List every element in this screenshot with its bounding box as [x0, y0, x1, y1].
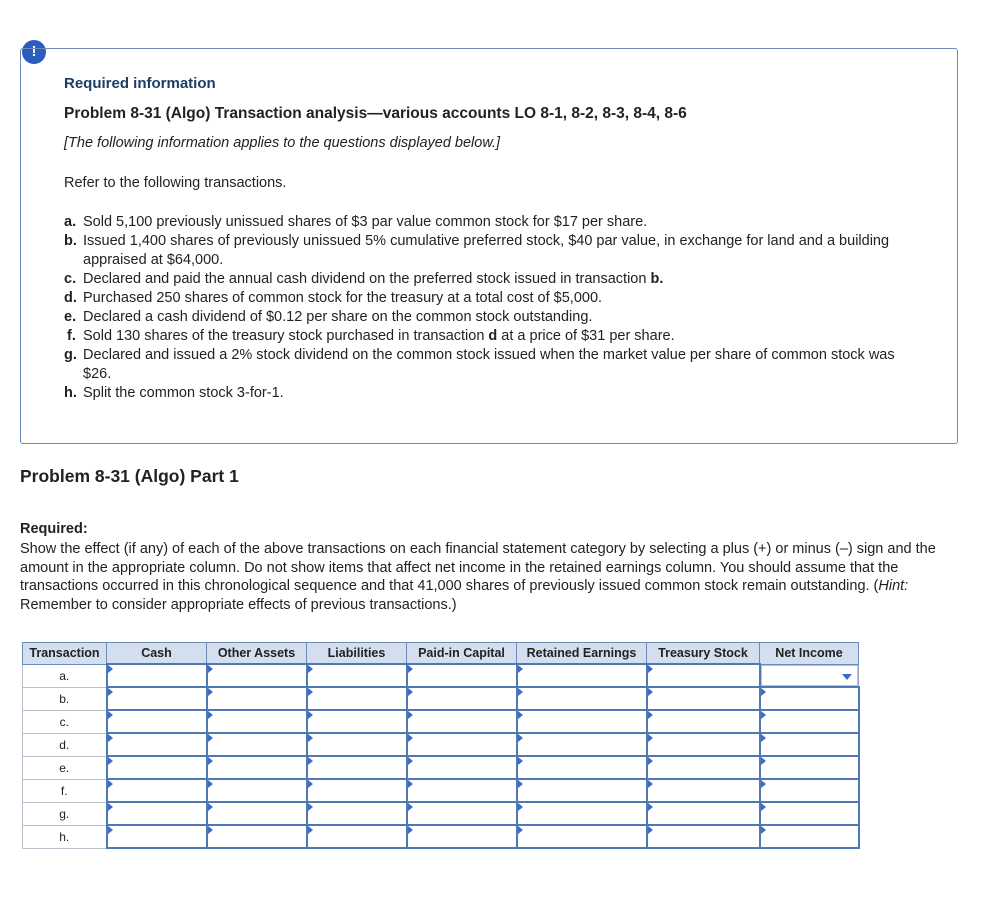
net-income-select[interactable] — [760, 664, 859, 687]
net-income-input[interactable] — [760, 779, 859, 802]
transaction-item-e: e. Declared a cash dividend of $0.12 per share on the common stock outstanding. — [64, 309, 593, 325]
retained-earnings-input[interactable] — [517, 664, 647, 687]
transaction-item-b: b. Issued 1,400 shares of previously unissued 5% cumulative preferred stock, $40 par value, in exchange for land and a building appraised at $64,000. — [64, 233, 890, 268]
liabilities-input[interactable] — [307, 733, 407, 756]
liabilities-input[interactable] — [307, 664, 407, 687]
cash-input[interactable] — [107, 687, 207, 710]
input-marker-icon — [761, 757, 766, 765]
other-assets-input[interactable] — [207, 756, 307, 779]
problem-title: Problem 8-31 (Algo) Transaction analysis—various accounts LO 8-1, 8-2, 8-3, 8-4, 8-6 — [64, 105, 687, 122]
input-marker-icon — [108, 826, 113, 834]
input-marker-icon — [308, 780, 313, 788]
net-income-input[interactable] — [760, 733, 859, 756]
input-marker-icon — [208, 780, 213, 788]
cash-input[interactable] — [107, 825, 207, 848]
transaction-item-d: d. Purchased 250 shares of common stock for the treasury at a total cost of $5,000. — [64, 290, 603, 306]
treasury-stock-input[interactable] — [647, 802, 760, 825]
table-row — [23, 802, 859, 825]
net-income-input[interactable] — [760, 802, 859, 825]
row-label: f. — [23, 779, 107, 802]
input-marker-icon — [408, 757, 413, 765]
other-assets-input[interactable] — [207, 802, 307, 825]
input-marker-icon — [408, 665, 413, 673]
required-instructions: Show the effect (if any) of each of the above transactions on each financial statement category by selecting a plus (+) or minus (–) sign and the amount in the appropriate column. Do not show items that affect net income in the retained earnings column. You should assume that the transactions occurred in this chronological sequence and that 41,000 shares of previously issued common stock remain outstanding. (Hint: Remember to consider appropriate effects of previous transactions.) — [20, 541, 936, 613]
input-marker-icon — [108, 688, 113, 696]
hint-label: Hint: — [878, 578, 909, 594]
transaction-item-c: c. Declared and paid the annual cash dividend on the preferred stock issued in transaction b. — [64, 271, 664, 287]
table-row — [23, 825, 859, 848]
table-row — [23, 733, 859, 756]
net-income-dropdown[interactable] — [761, 665, 859, 687]
retained-earnings-input[interactable] — [517, 733, 647, 756]
chevron-down-icon[interactable] — [842, 674, 852, 680]
input-marker-icon — [108, 803, 113, 811]
cash-input[interactable] — [107, 756, 207, 779]
input-marker-icon — [648, 688, 653, 696]
alert-icon: ! — [22, 40, 46, 64]
paid-in-capital-input[interactable] — [407, 756, 517, 779]
required-label: Required: — [20, 521, 88, 537]
refer-text: Refer to the following transactions. — [64, 175, 287, 191]
input-marker-icon — [518, 688, 523, 696]
transaction-item-h: h. Split the common stock 3-for-1. — [64, 385, 284, 401]
treasury-stock-input[interactable] — [647, 779, 760, 802]
input-marker-icon — [308, 826, 313, 834]
other-assets-input[interactable] — [207, 687, 307, 710]
paid-in-capital-input[interactable] — [407, 779, 517, 802]
liabilities-input[interactable] — [307, 710, 407, 733]
input-marker-icon — [518, 711, 523, 719]
transaction-list — [64, 213, 924, 403]
treasury-stock-input[interactable] — [647, 710, 760, 733]
treasury-stock-input[interactable] — [647, 733, 760, 756]
header-net-income: Net Income — [760, 643, 859, 665]
input-marker-icon — [518, 734, 523, 742]
input-marker-icon — [308, 711, 313, 719]
input-marker-icon — [208, 734, 213, 742]
input-marker-icon — [408, 734, 413, 742]
input-marker-icon — [208, 826, 213, 834]
retained-earnings-input[interactable] — [517, 687, 647, 710]
header-retained-earnings: Retained Earnings — [517, 643, 647, 665]
retained-earnings-input[interactable] — [517, 710, 647, 733]
input-marker-icon — [648, 711, 653, 719]
retained-earnings-input[interactable] — [517, 756, 647, 779]
applies-note: [The following information applies to the questions displayed below.] — [64, 135, 501, 151]
input-marker-icon — [761, 803, 766, 811]
input-marker-icon — [761, 734, 766, 742]
row-label: a. — [23, 664, 107, 687]
treasury-stock-input[interactable] — [647, 756, 760, 779]
net-income-input[interactable] — [760, 756, 859, 779]
input-marker-icon — [648, 757, 653, 765]
input-marker-icon — [518, 826, 523, 834]
transaction-item-a: a. Sold 5,100 previously unissued shares of $3 par value common stock for $17 per share. — [64, 214, 648, 230]
input-marker-icon — [408, 803, 413, 811]
part-title: Problem 8-31 (Algo) Part 1 — [20, 466, 239, 486]
input-marker-icon — [208, 757, 213, 765]
input-marker-icon — [208, 688, 213, 696]
net-income-input[interactable] — [760, 687, 859, 710]
transaction-item-f: f. Sold 130 shares of the treasury stock purchased in transaction d at a price of $31 per share. — [67, 328, 675, 344]
input-marker-icon — [308, 665, 313, 673]
treasury-stock-input[interactable] — [647, 825, 760, 848]
input-marker-icon — [208, 711, 213, 719]
table-row — [23, 779, 859, 802]
input-marker-icon — [408, 826, 413, 834]
transaction-item-g: g. Declared and issued a 2% stock dividend on the common stock issued when the market value per share of common stock was $26. — [64, 347, 895, 382]
row-label: e. — [23, 756, 107, 779]
input-marker-icon — [648, 734, 653, 742]
input-marker-icon — [648, 826, 653, 834]
retained-earnings-input[interactable] — [517, 779, 647, 802]
input-marker-icon — [648, 803, 653, 811]
row-label: b. — [23, 687, 107, 710]
paid-in-capital-input[interactable] — [407, 687, 517, 710]
row-label: d. — [23, 733, 107, 756]
paid-in-capital-input[interactable] — [407, 733, 517, 756]
liabilities-input[interactable] — [307, 687, 407, 710]
header-paid-in-capital: Paid-in Capital — [407, 643, 517, 665]
input-marker-icon — [108, 665, 113, 673]
table-row — [23, 664, 859, 687]
input-marker-icon — [308, 688, 313, 696]
liabilities-input[interactable] — [307, 825, 407, 848]
required-information-heading: Required information — [64, 75, 216, 92]
required-information-box — [20, 48, 958, 444]
input-marker-icon — [408, 780, 413, 788]
input-marker-icon — [308, 734, 313, 742]
header-liabilities: Liabilities — [307, 643, 407, 665]
cash-input[interactable] — [107, 733, 207, 756]
input-marker-icon — [761, 826, 766, 834]
liabilities-input[interactable] — [307, 802, 407, 825]
input-marker-icon — [648, 665, 653, 673]
table-row — [23, 687, 859, 710]
other-assets-input[interactable] — [207, 664, 307, 687]
other-assets-input[interactable] — [207, 779, 307, 802]
paid-in-capital-input[interactable] — [407, 802, 517, 825]
input-marker-icon — [208, 665, 213, 673]
header-cash: Cash — [107, 643, 207, 665]
other-assets-input[interactable] — [207, 733, 307, 756]
input-marker-icon — [518, 757, 523, 765]
table-row — [23, 756, 859, 779]
paid-in-capital-input[interactable] — [407, 710, 517, 733]
input-marker-icon — [108, 780, 113, 788]
liabilities-input[interactable] — [307, 756, 407, 779]
header-transaction: Transaction — [23, 643, 107, 665]
header-other-assets: Other Assets — [207, 643, 307, 665]
treasury-stock-input[interactable] — [647, 664, 760, 687]
retained-earnings-input[interactable] — [517, 825, 647, 848]
paid-in-capital-input[interactable] — [407, 664, 517, 687]
other-assets-input[interactable] — [207, 710, 307, 733]
input-marker-icon — [108, 757, 113, 765]
cash-input[interactable] — [107, 802, 207, 825]
input-marker-icon — [518, 780, 523, 788]
other-assets-input[interactable] — [207, 825, 307, 848]
input-marker-icon — [108, 734, 113, 742]
net-income-input[interactable] — [760, 710, 859, 733]
input-marker-icon — [518, 665, 523, 673]
input-marker-icon — [408, 711, 413, 719]
input-marker-icon — [761, 711, 766, 719]
row-label: c. — [23, 710, 107, 733]
row-label: g. — [23, 802, 107, 825]
transaction-analysis-table — [22, 642, 860, 849]
input-marker-icon — [308, 757, 313, 765]
paid-in-capital-input[interactable] — [407, 825, 517, 848]
net-income-input[interactable] — [760, 825, 859, 848]
cash-input[interactable] — [107, 779, 207, 802]
input-marker-icon — [648, 780, 653, 788]
input-marker-icon — [308, 803, 313, 811]
input-marker-icon — [761, 688, 766, 696]
row-label: h. — [23, 825, 107, 848]
cash-input[interactable] — [107, 710, 207, 733]
retained-earnings-input[interactable] — [517, 802, 647, 825]
table-header-row — [23, 643, 859, 665]
header-treasury-stock: Treasury Stock — [647, 643, 760, 665]
input-marker-icon — [761, 780, 766, 788]
input-marker-icon — [108, 711, 113, 719]
input-marker-icon — [408, 688, 413, 696]
table-row — [23, 710, 859, 733]
input-marker-icon — [208, 803, 213, 811]
cash-input[interactable] — [107, 664, 207, 687]
liabilities-input[interactable] — [307, 779, 407, 802]
treasury-stock-input[interactable] — [647, 687, 760, 710]
input-marker-icon — [518, 803, 523, 811]
